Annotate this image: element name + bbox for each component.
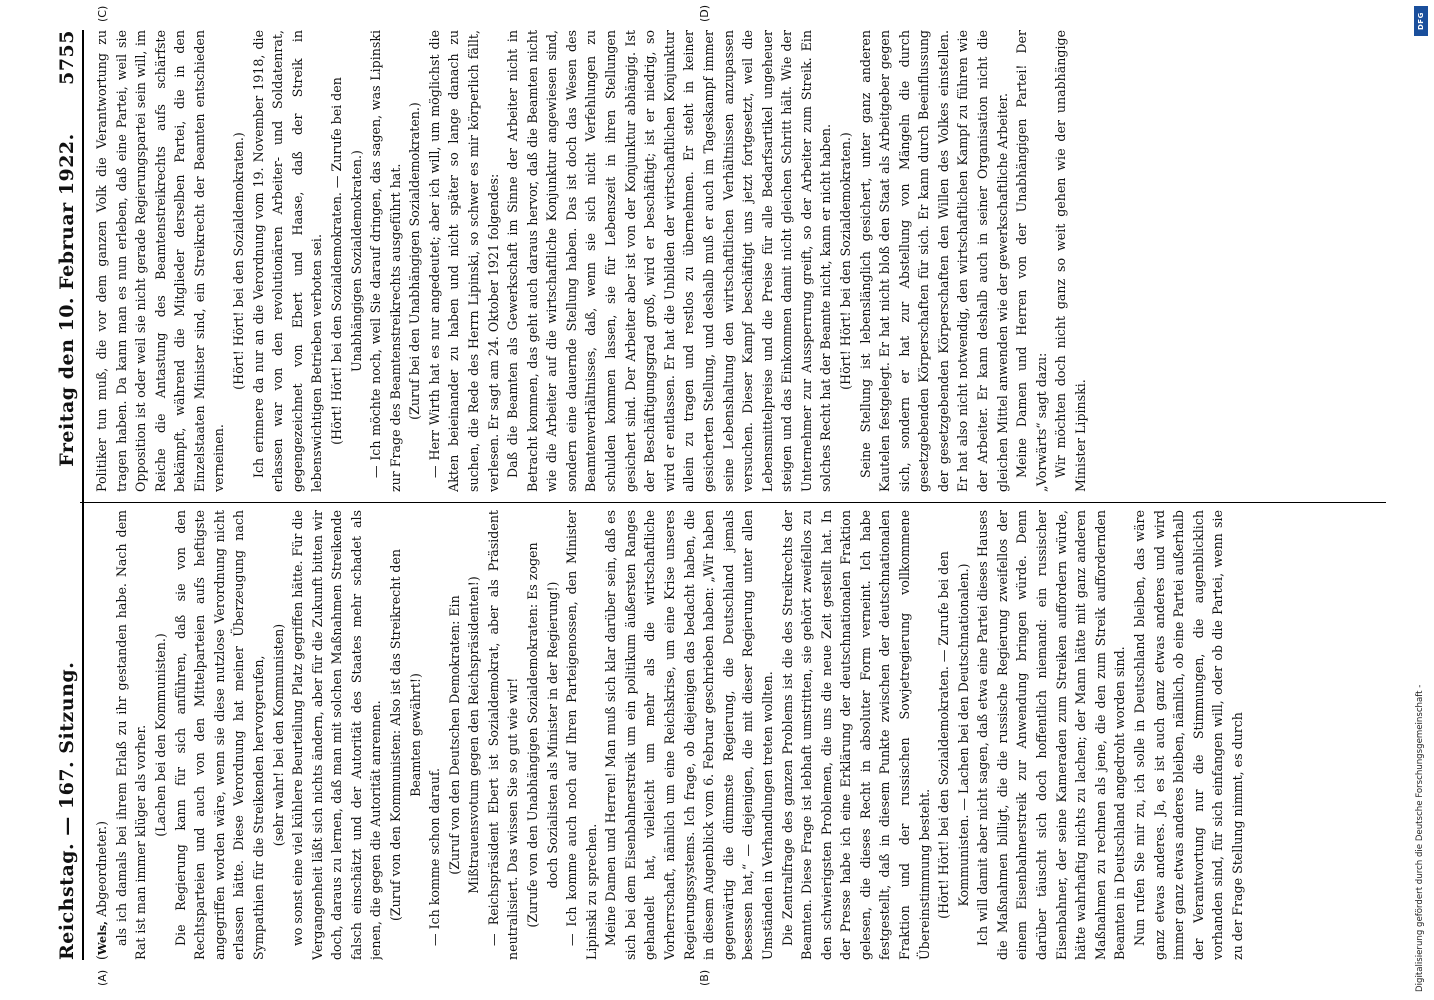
paragraph: Meine Damen und Herren! Man muß sich klar darüber sein, daß es sich bei dem Eisenbahnerstreik um ein politikum äußersten Ranges gehandelt hat, vielleicht um mehr als die wirtschaftliche Vorherrschaft, nämlich um eine Reichskrise, um eine Krise unseres Regierungssystems. Ich frage, ob diejenigen das bedacht haben, die in diesem Augenblick vom 6. Februar geschrieben haben: „Wir haben gegenwärtig die dümmste Regierung, die Deutschland jemals besessen hat,“ — diejenigen, die mit dieser Regierung unter allen Umständen in Verhandlungen treten wollten. <box>603 510 775 960</box>
page-number: 5755 <box>56 30 78 85</box>
paragraph: — Ich komme schon darauf. <box>427 767 443 946</box>
paragraph: Politiker tun muß, die vor dem ganzen Volk die Verantwortung zu tragen haben. Da kann man es nun erleben, daß eine Partei, weil sie Opposition ist oder weil sie nicht gerade Regierungspartei sein will, im Reiche die Antastung des Beamtenstreikrechts aufs schärfste bekämpft, während die Mitglieder derselben Partei, die in den Einzelstaaten Minister sind, ein Streikrecht der Beamten entschieden verneinen. <box>94 30 227 492</box>
header-left-title: Reichstag. — 167. Sitzung. <box>56 661 78 960</box>
paragraph: als ich damals bei ihrem Erlaß zu ihr gestanden habe. Nach dem Rat ist man immer klüger als vorher. <box>113 510 149 960</box>
interjection: (Hört! Hört! bei den Sozialdemokraten.) <box>837 132 853 390</box>
paragraph: Daß die Beamten als Gewerkschaft im Sinne der Arbeiter nicht in Betracht kommen, das geht auch daraus hervor, daß die Beamten nicht wie die Arbeiter auf die wirtschaftliche Konjunktur angewiesen sind, sondern eine dauernde Stellung haben. Das ist doch das Wesen des Beamtenverhältnisses, daß, wenn sie sich nicht Verfehlungen zu schulden kommen lassen, sie für Lebenszeit in ihren Stellungen gesichert sind. Der Arbeiter aber ist von der Konjunktur abhängig. Ist der Beschäftigungsgrad groß, wird er beschäftigt; ist er niedrig, so wird er entlassen. Er hat die Unbilden der wirtschaftlichen Konjunktur allein zu tragen und restlos zu übernehmen. Er steht in keiner gesicherten Stellung, und deshalb muß er auch im Tageskampf immer seine Lebenshaltung den wirtschaftlichen Verhältnissen anzupassen versuchen. Dieser Kampf beschäftigt uns jetzt fortgesetzt, weil die Lebensmittelpreise und die Preise für alle Bedarfsartikel ungeheuer steigen und das Einkommen damit nicht gleichen Schritt hält. Wie der Unternehmer zur Aussperrung greift, so der Arbeiter zum Streik. Ein solches Recht hat der Beamte nicht, kann er nicht haben. <box>505 30 834 492</box>
digitization-note-text: Digitalisierung gefördert durch die Deutsche Forschungsgemeinschaft - <box>1415 684 1425 992</box>
page-header <box>38 30 84 960</box>
interjection: (Lachen bei den Kommunisten.) <box>153 633 169 837</box>
speaker-role: Abgeordneter.) <box>94 820 109 921</box>
column-divider <box>80 502 1386 503</box>
paragraph: wo sonst eine viel kühlere Beurteilung Platz gegriffen hätte. Für die Vergangenheit läßt sich nichts ändern, aber für die Zukunft bitten wir doch, daraus zu lernen, daß man mit solchen Maßnahmen Streikende falsch einschätzt und der Autorität des Staates mehr schadet als jenen, die gegen die Autorität anrennen. <box>290 510 384 960</box>
speaker-prefix: ( <box>94 955 109 960</box>
paragraph: Ich erinnere da nur an die Verordnung vom 19. November 1918, die erlassen war von den revolutionären Arbeiter- und Soldatenrat, gegengezeichnet von Ebert und Haase, daß der Streik in lebenswichtigen Betrieben verboten sei. <box>250 30 325 492</box>
dfg-logo <box>1414 6 1428 36</box>
text-column-left <box>92 510 1378 960</box>
paragraph: Seine Stellung ist lebenslänglich gesichert, unter ganz anderen Kautelen festgelegt. Er hat nicht bloß den Staat als Arbeitgeber gegen sich, sondern er hat zur Abstellung von Mängeln die durch gesetzgebenden Körperschaften für sich. Er kann durch Beeinflussung der gesetzgebenden Körperschaften den Willen des Volkes einstellen. Er hat also nicht notwendig, den wirtschaftlichen Kampf zu führen wie der Arbeiter. Er kann deshalb auch in seiner Organisation nicht die gleichen Mittel anwenden wie der gewerkschaftliche Arbeiter. <box>857 30 1010 492</box>
interjection: (Zuruf bei den Unabhängigen Sozialdemokraten.) <box>407 102 423 420</box>
interjection: (Hört! Hört! bei den Sozialdemokraten.) <box>231 132 247 390</box>
digitization-note <box>1412 8 1428 992</box>
paragraph: — Ich möchte noch, weil Sie darauf dringen, das sagen, was Lipinski zur Frage des Beamtenstreikrechts ausgeführt hat. <box>368 30 403 492</box>
paragraph: Ich will damit aber nicht sagen, daß etwa eine Partei dieses Hauses die Maßnahmen billigt, die die russische Regierung zweifellos der einem Eisenbahnerstreik zur Anwendung bringen würde. Denn darüber täuscht sich doch hoffentlich niemand: ein russischer Eisenbahner, der seine Kameraden zum Streiken auffordern würde, hätte wahrhaftig nichts zu lachen; der Mann hätte mit ganz anderen Maßnahmen zu rechnen als jene, die den zum Streik auffordernden Beamten in Deutschland angedroht worden sind. <box>975 510 1128 960</box>
margin-marker-b: (B) <box>698 969 711 986</box>
paragraph: — Herr Wirth hat es nur angedeutet; aber ich will, um möglichst die Akten beieinander zu haben und nicht später so lange danach zu suchen, die Rede des Herrn Lipinski, so schwer es mir körperlich fällt, verlesen. Er sagt am 24. Oktober 1921 folgendes: <box>426 30 501 492</box>
speaker-line <box>92 510 112 960</box>
interjection: (Zuruf von den Kommunisten: Also ist das Streikrecht den Beamten gewährt!) <box>387 548 423 922</box>
margin-marker-c: (C) <box>96 5 109 22</box>
paragraph: — Ich komme auch noch auf Ihren Parteigenossen, den Minister Lipinski zu sprechen. <box>564 510 599 960</box>
interjection: (Zuruf von den Deutschen Demokraten: Ein Mißtrauensvotum gegen den Reichspräsidenten!) <box>446 576 482 894</box>
interjection: (Hört! Hört! bei den Sozialdemokraten. — Zurufe bei den Kommunisten. — Lachen bei den Deutschnationalen.) <box>936 551 971 919</box>
paragraph: Nun rufen Sie mir zu, ich solle in Deutschland bleiben, das wäre ganz etwas anderes. Ja, es ist auch ganz etwas anderes und wird immer ganz etwas anderes bleiben, nämlich, ob eine Partei außerhalb der Verantwortung nur die Stimmungen, die augenblicklich vorhanden sind, für sich einfangen will, oder ob die Partei, wenn sie zu der Frage Stellung nimmt, es durch <box>1131 510 1245 960</box>
interjection: (Hört! Hört! bei den Sozialdemokraten. — Zurufe bei den Unabhängigen Sozialdemokraten.) <box>328 77 364 445</box>
paragraph: Wir möchten doch nicht ganz so weit gehen wie der unabhängige Minister Lipinski. <box>1053 30 1088 492</box>
paragraph: Die Zentralfrage des ganzen Problems ist die des Streikrechts der Beamten. Diese Frage ist lebhaft umstritten, sie gehört zweifellos zu den schwierigsten Problemen, die uns die neue Zeit gestellt hat. In der Presse habe ich eine Erklärung der deutschnationalen Fraktion gelesen, die dieses Recht in absoluter Form verneint. Ich habe festgestellt, daß in diesem Punkte zwischen der deutschnationalen Fraktion und der russischen Sowjetregierung vollkommene Übereinstimmung besteht. <box>779 510 932 960</box>
header-right-title: Freitag den 10. Februar 1922. <box>56 133 78 467</box>
paragraph: — Reichspräsident Ebert ist Sozialdemokrat, aber als Präsident neutralisiert. Das wissen Sie so gut wie wir! <box>485 510 521 960</box>
paragraph: Die Regierung kann für sich anführen, daß sie von den Rechtsparteien und auch von den Mittelparteien aufs heftigste angegriffen worden wäre, wenn sie diese nutzlose Verordnung nicht erlassen hätte. Diese Verordnung hat meiner Überzeugung nach Sympathien für die Streikenden hervorgerufen, <box>172 510 266 960</box>
speaker-name: Wels, <box>95 920 109 956</box>
interjection: (sehr wahr! bei den Kommunisten) <box>270 623 286 847</box>
paragraph: Meine Damen und Herren von der Unabhängigen Partei! Der „Vorwärts“ sagt dazu: <box>1014 30 1049 492</box>
dfg-logo-text: DFG <box>1417 12 1425 30</box>
margin-marker-a: (A) <box>96 969 109 986</box>
interjection: (Zurufe von den Unabhängigen Sozialdemokraten: Es zogen doch Sozialisten als Minister in der Regierung!) <box>525 542 560 928</box>
margin-marker-d: (D) <box>698 4 711 22</box>
text-column-right <box>92 30 1378 492</box>
